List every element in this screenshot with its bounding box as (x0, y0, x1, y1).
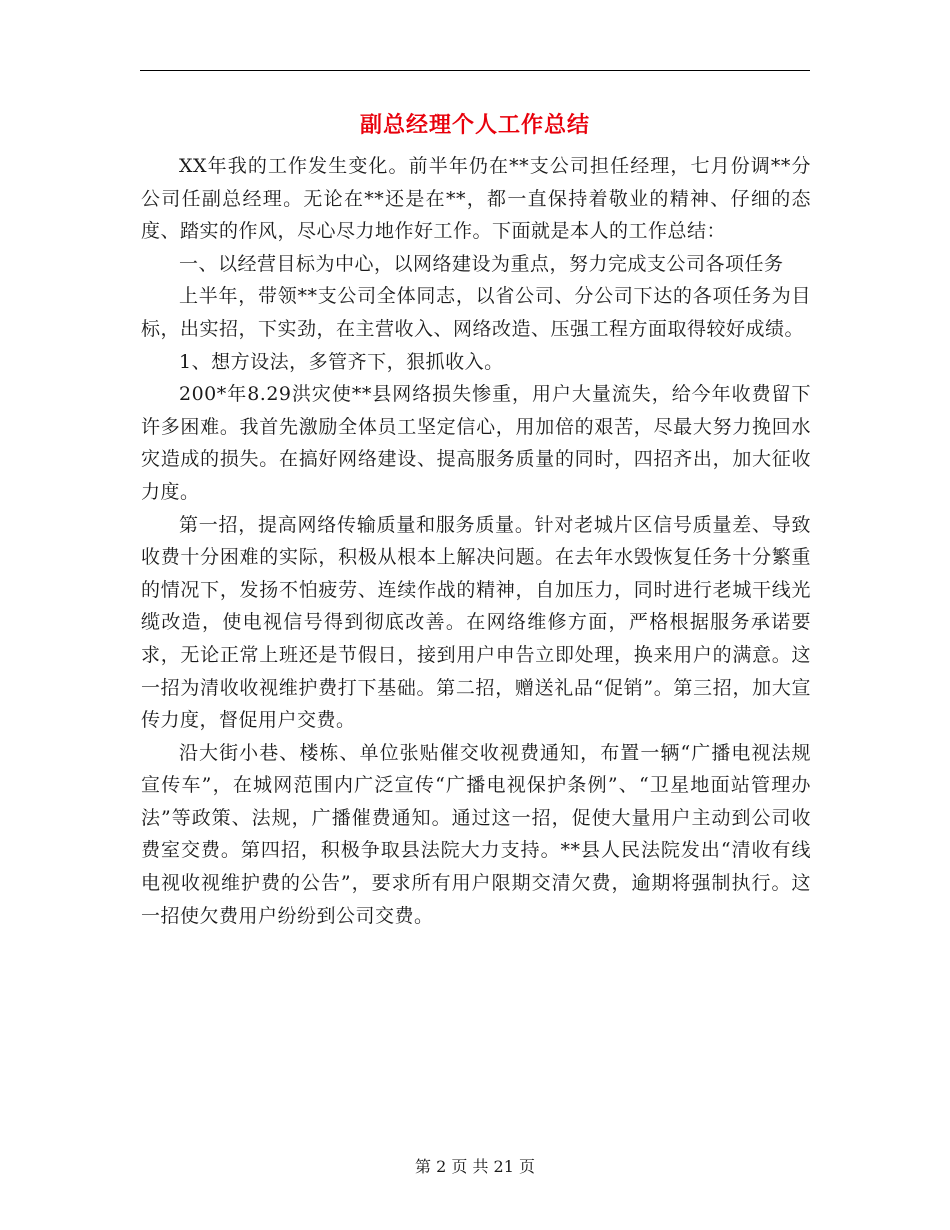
paragraph-flood: 200*年8.29洪灾使**县网络损失惨重，用户大量流失，给今年收费留下许多困难。我首先激励全体员工坚定信心，用加倍的艰苦，尽最大努力挽回水灾造成的损失。在搞好网络建设、提高服务质量的同时，四招齐出，加大征收力度。 (141, 383, 811, 503)
document-title: 副总经理个人工作总结 (359, 112, 590, 138)
document-body (141, 150, 811, 932)
header-rule (140, 70, 810, 71)
paragraph-publicity: 沿大街小巷、楼栋、单位张贴催交收视费通知，布置一辆“广播电视法规宣传车”，在城网范围内广泛宣传“广播电视保护条例”、“卫星地面站管理办法”等政策、法规，广播催费通知。通过这一招，促使大量用户主动到公司收费室交费。第四招，积极争取县法院大力支持。**县人民法院发出“清收有线电视收视维护费的公告”，要求所有用户限期交清欠费，逾期将强制执行。这一招使欠费用户纷纷到公司交费。 (141, 741, 811, 927)
page-footer (0, 1154, 950, 1177)
footer-total-pages: 21 (493, 1157, 514, 1176)
paragraph-first-half: 上半年，带领**支公司全体同志，以省公司、分公司下达的各项任务为目标，出实招，下实劲，在主营收入、网络改造、压强工程方面取得较好成绩。 (141, 285, 811, 340)
footer-page-number: 2 (436, 1157, 447, 1176)
footer-suffix: 页 (519, 1157, 536, 1176)
paragraph-four-measures: 第一招，提高网络传输质量和服务质量。针对老城片区信号质量差、导致收费十分困难的实际，积极从根本上解决问题。在去年水毁恢复任务十分繁重的情况下，发扬不怕疲劳、连续作战的精神，自加压力，同时进行老城干线光缆改造，使电视信号得到彻底改善。在网络维修方面，严格根据服务承诺要求，无论正常上班还是节假日，接到用户申告立即处理，换来用户的满意。这一招为清收收视维护费打下基础。第二招，赠送礼品“促销”。第三招，加大宣传力度，督促用户交费。 (141, 513, 811, 732)
paragraph-section-heading: 一、以经营目标为中心，以网络建设为重点，努力完成支公司各项任务 (179, 252, 784, 275)
paragraph-subheading-revenue: 1、想方设法，多管齐下，狠抓收入。 (179, 350, 504, 373)
paragraph-intro: XX年我的工作发生变化。前半年仍在**支公司担任经理，七月份调**分公司任副总经理。无论在**还是在**，都一直保持着敬业的精神、仔细的态度、踏实的作风，尽心尽力地作好工作。下面就是本人的工作总结： (141, 155, 811, 243)
footer-prefix: 第 (414, 1157, 431, 1176)
footer-middle: 页 共 (451, 1157, 489, 1176)
